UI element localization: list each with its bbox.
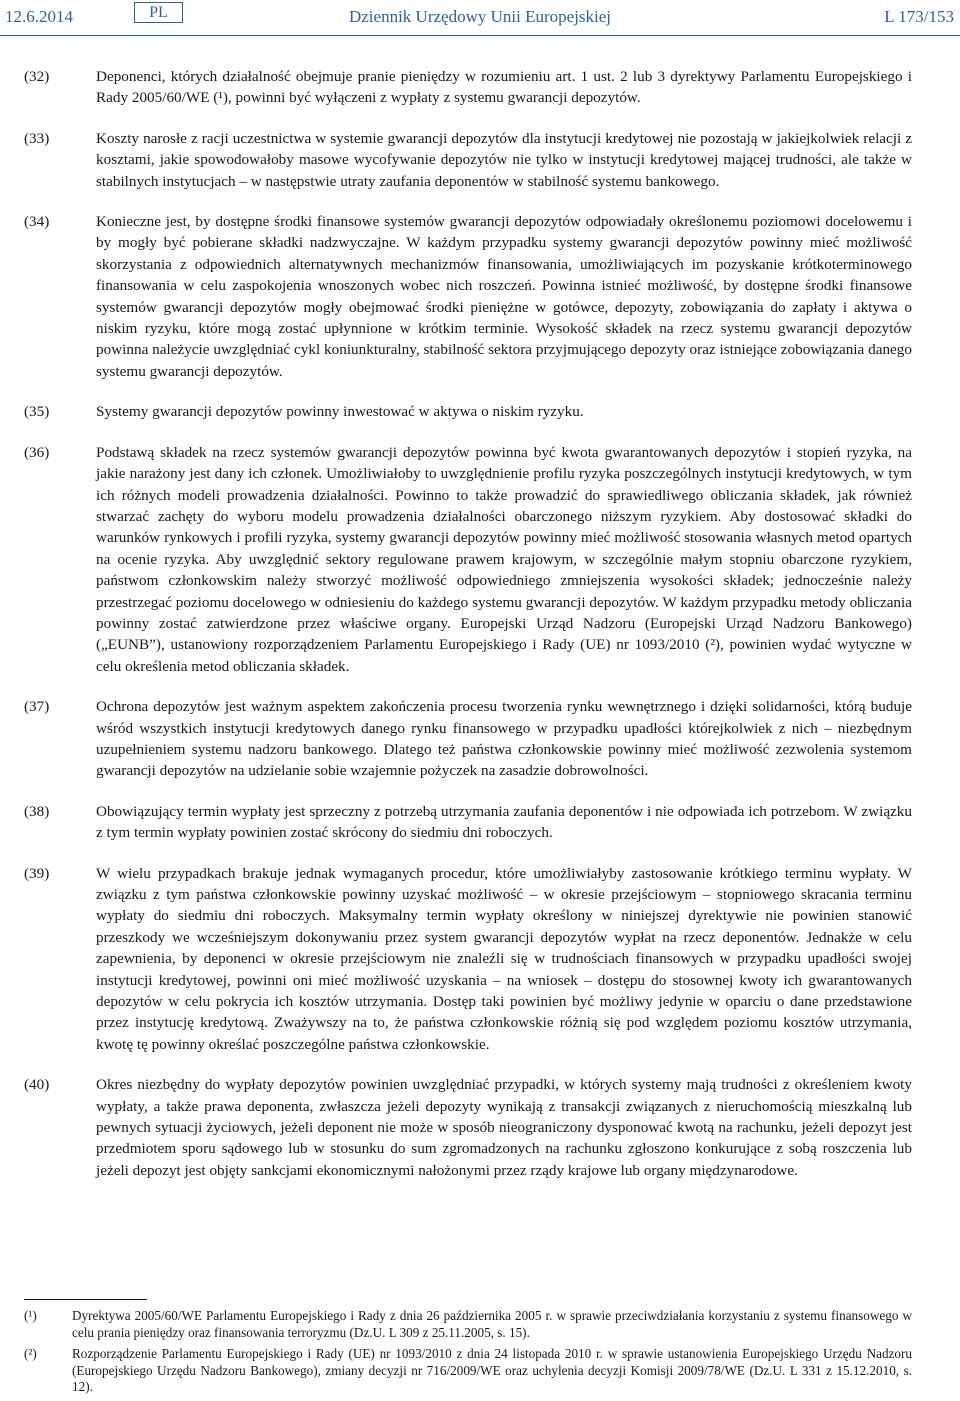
header-divider <box>0 35 960 36</box>
language-badge: PL <box>134 2 183 23</box>
footnote-text: Rozporządzenie Parlamentu Europejskiego i Rady (UE) nr 1093/2010 z dnia 24 listopada 2010 r. w sprawie ustanowienia Europejskiego Urzędu Nadzoru (Europejskiego Urzędu Nadzoru Bankowego), zmiany decyzji nr 716/2009/WE oraz uchylenia decyzji Komisji 2009/78/WE (Dz.U. L 331 z 15.12.2010, s. 12). <box>72 1346 912 1394</box>
recital-32 <box>0 66 960 109</box>
page-reference: L 173/153 <box>884 7 954 26</box>
footnote-text: Dyrektywa 2005/60/WE Parlamentu Europejskiego i Rady z dnia 26 października 2005 r. w sprawie przeciwdziałania korzystaniu z systemu finansowego w celu prania pieniędzy oraz finansowania terroryzmu (Dz.U. L 309 z 25.11.2005, s. 15). <box>72 1308 912 1340</box>
recital-text: Koszty narosłe z racji uczestnictwa w systemie gwarancji depozytów dla instytucji kredytowej nie pozostają w jakiejkolwiek relacji z kosztami, jakie spowodowałoby masowe wycofywanie depozytów nie tylko w instytucji kredytowej mającej trudności, ale także w stabilnych instytucjach – w następstwie utraty zaufania deponentów w stabilność systemu bankowego. <box>96 129 912 190</box>
footnote-mark: (¹) <box>24 1308 37 1323</box>
recital-text: Okres niezbędny do wypłaty depozytów powinien uwzględniać przypadki, w których systemy mają trudności z określeniem kwoty wypłaty, a także prawa deponenta, zwłaszcza jeżeli depozyty wynikają z transakcji związanych z nieruchomością mieszkalną lub pewnych sytuacji życiowych, jeżeli deponent nie może w sposób nieograniczony dysponować kwotą na rachunku, jeżeli depozyt jest przedmiotem sporu sądowego lub w stosunku do sum zgromadzonych na rachunku zgłoszono konkurujące z sobą roszczenia lub jeżeli depozyt jest objęty sankcjami ekonomicznymi nałożonymi przez rządy krajowe lub organy międzynarodowe. <box>96 1076 912 1179</box>
page-header <box>0 0 960 34</box>
recital-number: (40) <box>24 1076 50 1094</box>
recital-number: (32) <box>24 68 50 85</box>
recital-36 <box>0 442 960 677</box>
recital-38 <box>0 801 960 844</box>
footnote-mark: (²) <box>24 1346 37 1361</box>
recital-number: (37) <box>24 698 50 716</box>
recital-number: (39) <box>24 864 50 882</box>
footnote-2 <box>24 1346 912 1396</box>
recital-text: Deponenci, których działalność obejmuje pranie pieniędzy w rozumieniu art. 1 ust. 2 lub 3 dyrektywy Parlamentu Europejskiego i Rady 2005/60/WE (¹), powinni być wyłączeni z wypłaty z systemu gwarancji depozytów. <box>96 68 912 107</box>
recital-40 <box>0 1074 960 1181</box>
recital-number: (36) <box>24 443 50 461</box>
journal-title: Dziennik Urzędowy Unii Europejskiej <box>348 7 611 26</box>
recital-37 <box>0 696 960 782</box>
footnotes <box>24 1308 912 1401</box>
recital-number: (34) <box>24 213 50 231</box>
recital-number: (38) <box>24 802 50 820</box>
footnote-separator <box>24 1299 147 1300</box>
recital-text: Obowiązujący termin wypłaty jest sprzeczny z potrzebą utrzymania zaufania deponentów i nie odpowiada ich potrzebom. W związku z tym termin wypłaty powinien zostać skrócony do siedmiu dni roboczych. <box>96 802 912 842</box>
recital-text: Ochrona depozytów jest ważnym aspektem zakończenia procesu tworzenia rynku wewnętrznego i dzięki solidarności, którą buduje wśród wszystkich instytucji kredytowych danego rynku finansowego w przypadku upadłości którejkolwiek z nich – niezbędnym uzupełnieniem systemu nadzoru bankowego. Dlatego też państwa członkowskie powinny mieć możliwość zezwolenia systemom gwarancji depozytów na udzielanie sobie wzajemnie pożyczek na zasadzie dobrowolności. <box>96 698 912 780</box>
recital-text: Podstawą składek na rzecz systemów gwarancji depozytów powinna być kwota gwarantowanych depozytów i stopień ryzyka, na jakie narażony jest dany ich członek. Umożliwiałoby to uwzględnienie profilu ryzyka poszczególnych instytucji kredytowych, w tym ich różnych modeli prowadzenia działalności. Powinno to także prowadzić do sprawiedliwego obliczania składek, jak również stwarzać zachęty do wyboru modelu prowadzenia działalności obarczonego niższym ryzykiem. Aby dostosować składki do warunków rynkowych i profili ryzyka, systemy gwarancji depozytów powinny mieć możliwość stosowania własnych metod opartych na ocenie ryzyka. Aby uwzględnić sektory regulowane prawem krajowym, w szczególnie małym stopniu obarczone ryzykiem, państwom członkowskim należy stworzyć możliwość odpowiedniego zmniejszenia wysokości składek; jednocześnie należy przestrzegać poziomu docelowego w odniesieniu do każdego systemu gwarancji depozytów. W każdym przypadku metody obliczania powinny zostać zatwierdzone przez właściwe organy. Europejski Urząd Nadzoru (Europejski Urząd Nadzoru Bankowego) („EUNB”), ustanowiony rozporządzeniem Parlamentu Europejskiego i Rady (UE) nr 1093/2010 (²), powinien wydać wytyczne w celu określenia metod obliczania składek. <box>96 443 912 675</box>
recital-33 <box>0 128 960 192</box>
recital-39 <box>0 863 960 1056</box>
recital-text: Konieczne jest, by dostępne środki finansowe systemów gwarancji depozytów odpowiadały określonemu poziomowi docelowemu i by mogły być pobierane składki nadzwyczajne. W każdym przypadku systemy gwarancji depozytów powinny mieć możliwość skorzystania z odpowiednich alternatywnych mechanizmów finansowania, umożliwiających im pozyskanie krótkoterminowego finansowania w celu zaspokojenia wnoszonych wobec nich roszczeń. Powinna istnieć możliwość, by dostępne środki finansowe systemów gwarancji depozytów mogły obejmować środki pieniężne w gotówce, depozyty, zobowiązania do zapłaty i aktywa o niskim ryzyku, które mogą zostać upłynnione w krótkim terminie. Wysokość składek na rzecz systemu gwarancji depozytów powinna należycie uwzględniać cykl koniunkturalny, stabilność sektora przyjmującego depozyty oraz istniejące zobowiązania danego systemu gwarancji depozytów. <box>96 213 912 380</box>
footnote-1 <box>24 1308 912 1341</box>
recital-35 <box>0 401 960 422</box>
recital-text: Systemy gwarancji depozytów powinny inwestować w aktywa o niskim ryzyku. <box>96 403 584 421</box>
recital-text: W wielu przypadkach brakuje jednak wymaganych procedur, które umożliwiałyby zastosowanie krótkiego terminu wypłaty. W związku z tym państwa członkowskie powinny uzyskać możliwość – w okresie przejściowym – stopniowego skracania terminu wypłaty do siedmiu dni roboczych. Maksymalny termin wypłaty określony w niniejszej dyrektywie nie powinien stanowić przeszkody we wcześniejszym dokonywaniu przez system gwarancji depozytów wypłat na rzecz deponentów. Jednakże w celu zapewnienia, by deponenci w okresie przejściowym nie znaleźli się w trudnościach finansowych w przypadku upadłości swojej instytucji kredytowej, powinni oni mieć możliwość uzyskania – na wniosek – dostępu do stosownej kwoty ich gwarantowanych depozytów w celu pokrycia ich kosztów utrzymania. Dostęp taki powinien być możliwy jedynie w oparciu o dane przedstawione przez instytucję kredytową. Zważywszy na to, że państwa członkowskie różnią się pod względem poziomu kosztów utrzymania, kwotę tę powinny określać poszczególne państwa członkowskie. <box>96 864 912 1053</box>
recital-number: (35) <box>24 403 50 421</box>
publication-date: 12.6.2014 <box>5 7 73 26</box>
recital-number: (33) <box>24 129 50 147</box>
recitals-list <box>0 66 960 1200</box>
recital-34 <box>0 211 960 382</box>
